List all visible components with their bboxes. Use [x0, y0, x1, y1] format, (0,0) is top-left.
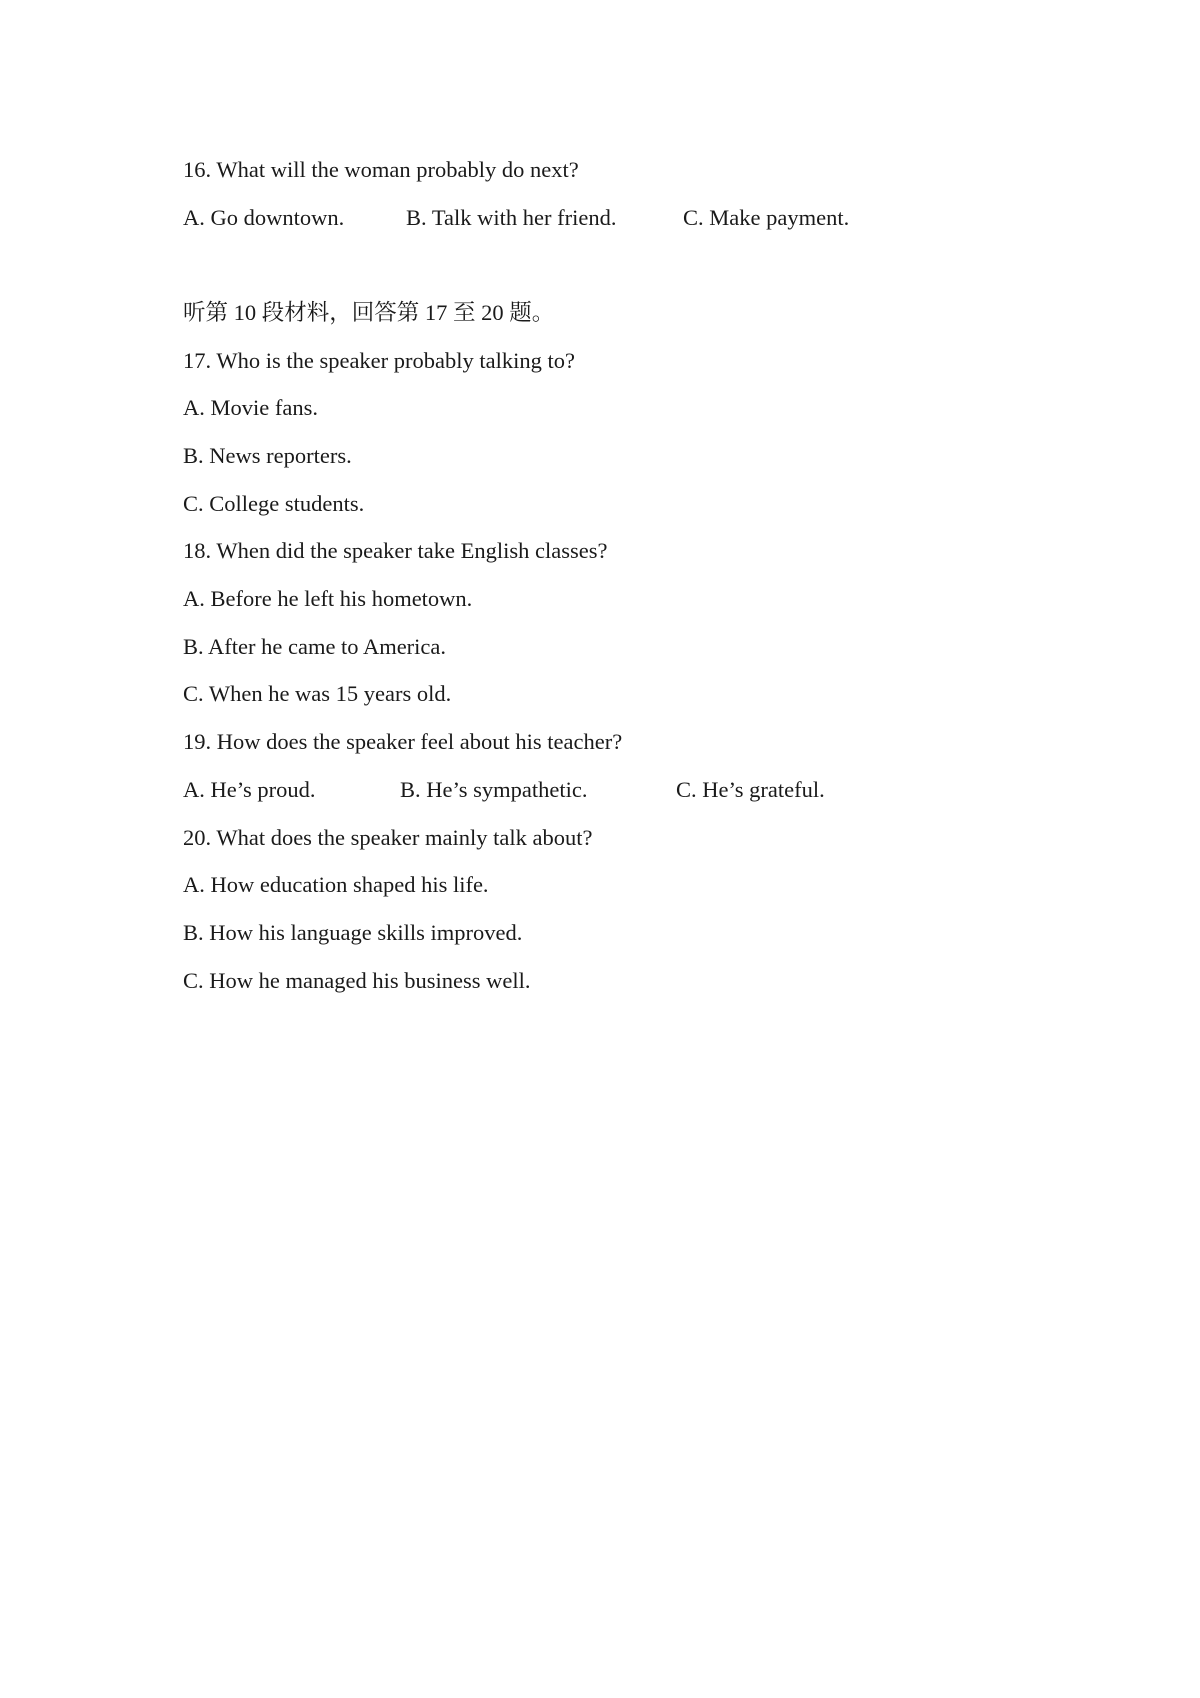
q17-option-a: A. Movie fans.: [183, 395, 318, 420]
q20-option-c: C. How he managed his business well.: [183, 968, 531, 993]
q16-option-b: B. Talk with her friend.: [406, 205, 617, 230]
q16-option-a: A. Go downtown.: [183, 205, 345, 230]
q16-option-c: C. Make payment.: [683, 205, 850, 230]
q19-option-b: B. He’s sympathetic.: [400, 777, 588, 802]
question-16: 16. What will the woman probably do next?: [183, 157, 579, 182]
q19-option-c: C. He’s grateful.: [676, 777, 825, 802]
question-16-options: [183, 203, 883, 233]
question-18: 18. When did the speaker take English classes?: [183, 538, 608, 563]
q18-option-c: C. When he was 15 years old.: [183, 681, 452, 706]
question-17: 17. Who is the speaker probably talking to?: [183, 348, 575, 373]
section-instruction: 听第 10 段材料，回答第 17 至 20 题。: [183, 300, 555, 325]
q17-option-b: B. News reporters.: [183, 443, 352, 468]
question-19: 19. How does the speaker feel about his teacher?: [183, 729, 623, 754]
q18-option-a: A. Before he left his hometown.: [183, 586, 473, 611]
q20-option-b: B. How his language skills improved.: [183, 920, 523, 945]
question-20: 20. What does the speaker mainly talk about?: [183, 825, 593, 850]
question-19-options: [183, 775, 883, 805]
q17-option-c: C. College students.: [183, 491, 365, 516]
q20-option-a: A. How education shaped his life.: [183, 872, 489, 897]
q19-option-a: A. He’s proud.: [183, 777, 316, 802]
q18-option-b: B. After he came to America.: [183, 634, 447, 659]
